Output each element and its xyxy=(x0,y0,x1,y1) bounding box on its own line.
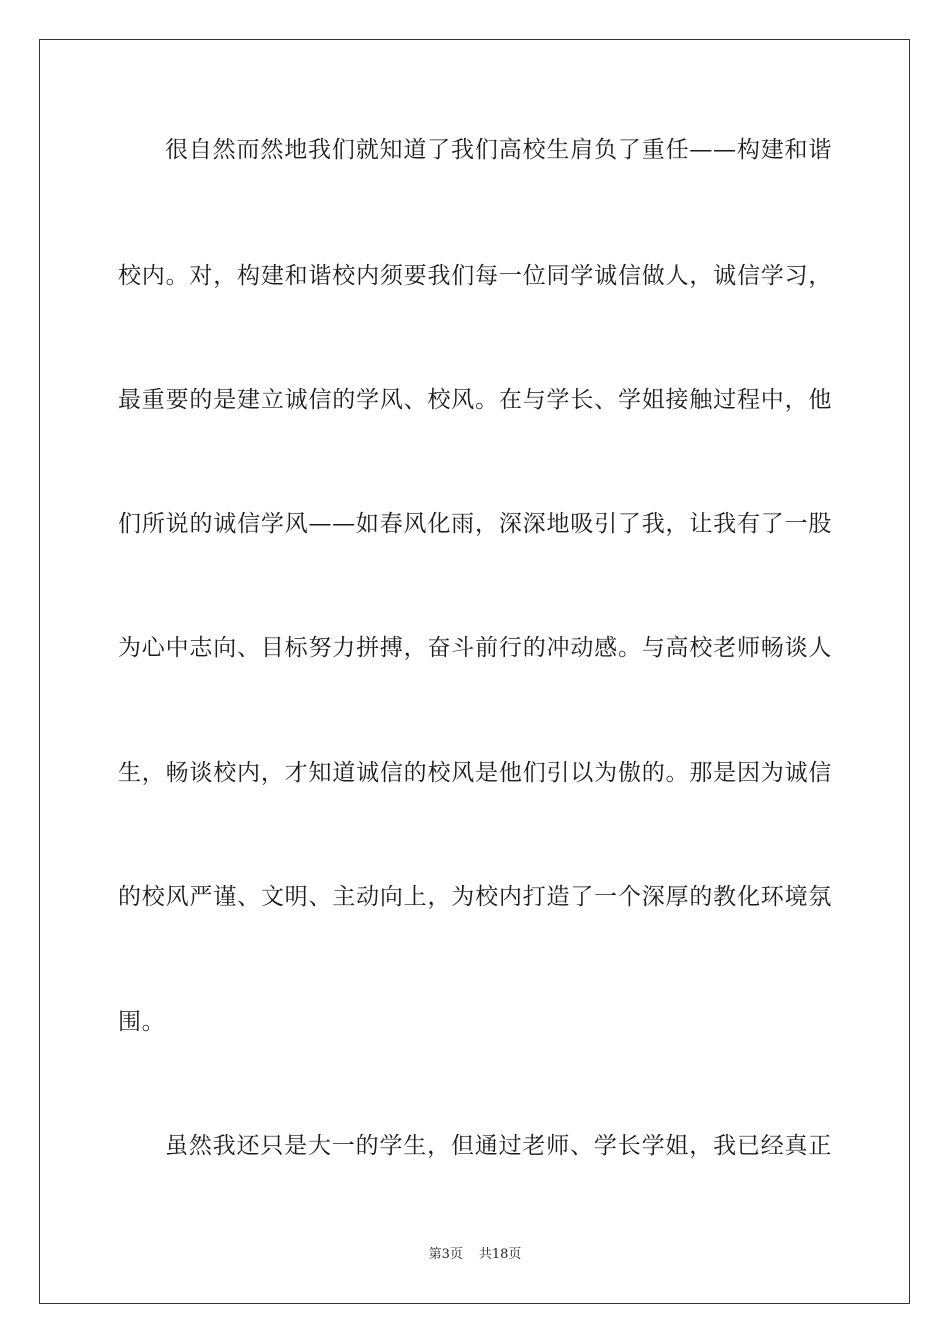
paragraph-line: 生，畅谈校内，才知道诚信的校风是他们引以为傲的。那是因为诚信 xyxy=(118,760,832,786)
paragraph-line: 很自然而然地我们就知道了我们高校生肩负了重任——构建和谐 xyxy=(165,137,832,163)
paragraph-line: 虽然我还只是大一的学生，但通过老师、学长学姐，我已经真正 xyxy=(165,1133,832,1159)
page-footer xyxy=(0,1246,950,1264)
paragraph-line: 的校风严谨、文明、主动向上，为校内打造了一个深厚的教化环境氛 xyxy=(118,884,832,910)
paragraph-line: 最重要的是建立诚信的学风、校风。在与学长、学姐接触过程中，他 xyxy=(118,387,832,413)
paragraph-line: 为心中志向、目标努力拼搏，奋斗前行的冲动感。与高校老师畅谈人 xyxy=(118,635,832,661)
paragraph-line: 校内。对，构建和谐校内须要我们每一位同学诚信做人，诚信学习， xyxy=(118,263,832,289)
paragraph-line: 们所说的诚信学风——如春风化雨，深深地吸引了我，让我有了一股 xyxy=(118,511,832,537)
paragraph-line: 围。 xyxy=(118,1009,166,1035)
page-border xyxy=(39,39,910,1304)
page-total: 共18页 xyxy=(478,1247,522,1262)
page-number: 第3页 xyxy=(428,1247,463,1262)
